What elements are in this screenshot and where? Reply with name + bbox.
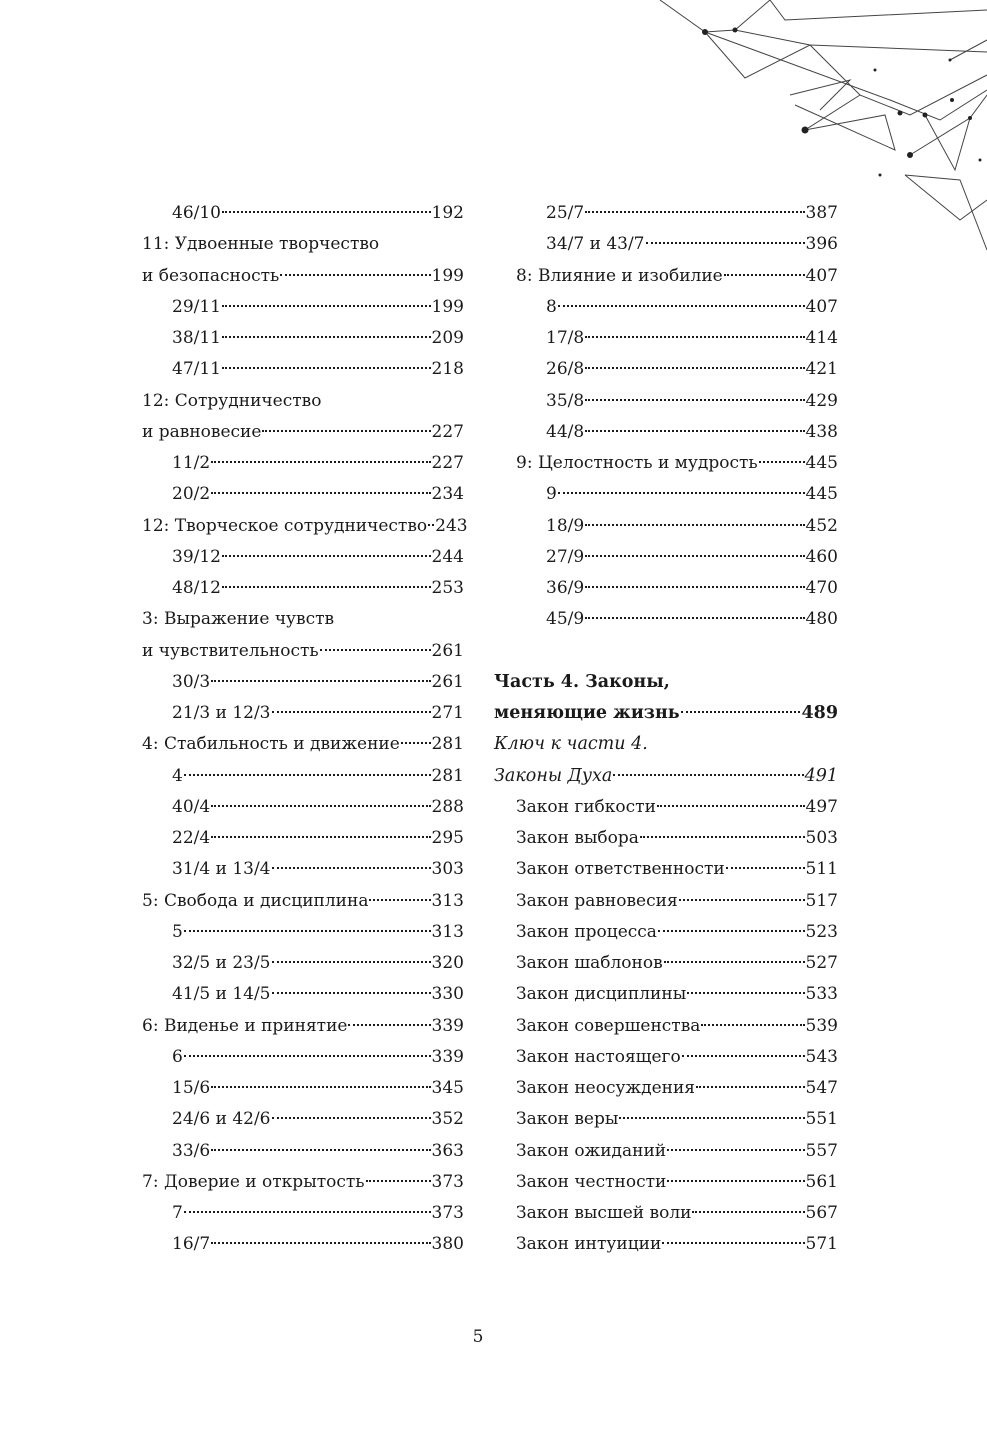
toc-entry-page: 199 <box>431 296 464 317</box>
toc-entry-title: 9: Целостность и мудрость <box>516 453 758 473</box>
toc-entry[interactable] <box>494 417 838 448</box>
toc-entry-title: 3: Выражение чувств <box>142 609 335 630</box>
dot-leader <box>667 1180 804 1182</box>
dot-leader <box>401 742 431 744</box>
dot-leader <box>272 711 431 713</box>
toc-entry-page: 192 <box>431 203 464 223</box>
dot-leader <box>640 836 805 838</box>
toc-entry[interactable] <box>494 1229 838 1260</box>
toc-entry[interactable] <box>494 448 838 479</box>
toc-entry-title: Закон совершенства <box>516 1015 701 1036</box>
toc-entry-page: 523 <box>805 921 838 942</box>
dot-leader <box>662 1242 804 1244</box>
toc-entry-title: 7 <box>172 1203 183 1223</box>
toc-entry[interactable] <box>494 386 838 417</box>
toc-entry[interactable] <box>494 729 838 760</box>
dot-leader <box>558 305 805 307</box>
toc-entry-title: 44/8 <box>546 421 585 442</box>
dot-leader <box>184 1211 431 1213</box>
dot-leader <box>726 867 805 869</box>
dot-leader <box>272 867 431 869</box>
toc-entry-title: 46/10 <box>172 203 221 223</box>
toc-entry[interactable] <box>494 761 838 792</box>
toc-entry-title: Закон равновесия <box>516 890 678 911</box>
toc-entry[interactable] <box>494 604 838 635</box>
toc-entry-title: 7: Доверие и открытость <box>142 1171 365 1192</box>
toc-entry[interactable] <box>494 261 838 292</box>
toc-entry-title: 40/4 <box>172 796 211 817</box>
toc-entry-title: 12: Творческое сотрудничество <box>142 515 428 536</box>
toc-entry[interactable] <box>142 604 464 635</box>
toc-entry-title: 29/11 <box>172 296 221 317</box>
dot-leader <box>222 367 431 369</box>
toc-entry-page: 452 <box>805 515 838 536</box>
toc-entry[interactable] <box>494 229 838 260</box>
toc-entry[interactable] <box>494 292 838 323</box>
dot-leader <box>585 586 804 588</box>
dot-leader <box>759 461 805 463</box>
toc-entry[interactable] <box>494 198 838 229</box>
toc-entry-title: 39/12 <box>172 546 221 567</box>
toc-entry[interactable] <box>142 448 464 479</box>
dot-leader <box>222 211 431 213</box>
toc-entry-title: Закон ожиданий <box>516 1140 667 1161</box>
dot-leader <box>667 1149 804 1151</box>
toc-entry-title: 8 <box>546 296 557 317</box>
toc-entry-page: 373 <box>431 1203 464 1223</box>
toc-entry[interactable] <box>142 542 464 573</box>
dot-leader <box>585 336 804 338</box>
toc-entry[interactable] <box>494 573 838 604</box>
toc-entry[interactable] <box>142 573 464 604</box>
toc-entry-page: 533 <box>805 984 838 1005</box>
toc-entry-title: 45/9 <box>546 609 585 630</box>
toc-entry[interactable] <box>142 979 464 1010</box>
dot-leader <box>211 1242 430 1244</box>
toc-entry-page: 281 <box>431 734 464 755</box>
toc-entry-title: 5 <box>172 921 183 942</box>
dot-leader <box>184 774 431 776</box>
toc-entry[interactable] <box>142 511 468 542</box>
toc-entry[interactable] <box>142 386 464 417</box>
toc-entry-title: меняющие жизнь <box>494 703 680 723</box>
toc-entry-title: 24/6 и 42/6 <box>172 1109 271 1130</box>
toc-entry[interactable] <box>142 698 464 729</box>
toc-entry[interactable] <box>142 917 464 948</box>
toc-entry[interactable] <box>494 1073 838 1104</box>
toc-entry-title: 48/12 <box>172 578 221 598</box>
dot-leader <box>211 836 430 838</box>
toc-entry-page: 557 <box>805 1140 838 1161</box>
toc-entry-title: Часть 4. Законы, <box>494 671 670 692</box>
dot-leader <box>619 1117 804 1119</box>
toc-entry-page: 363 <box>431 1140 464 1161</box>
toc-entry-page: 218 <box>431 359 464 380</box>
toc-entry[interactable] <box>142 636 464 667</box>
toc-entry[interactable] <box>494 917 838 948</box>
dot-leader <box>222 586 431 588</box>
toc-entry-page: 339 <box>431 1015 464 1036</box>
toc-entry-page: 480 <box>805 609 838 630</box>
toc-entry-page: 543 <box>805 1046 838 1067</box>
toc-entry-page: 380 <box>431 1234 464 1255</box>
toc-left-column <box>142 198 468 1261</box>
toc-entry-title: 35/8 <box>546 390 585 411</box>
toc-entry[interactable] <box>494 511 838 542</box>
toc-entry-page: 445 <box>805 484 838 505</box>
toc-entry[interactable] <box>142 417 464 448</box>
toc-entry[interactable] <box>494 854 838 885</box>
toc-entry[interactable] <box>142 1073 464 1104</box>
toc-entry-title: Закон неосуждения <box>516 1078 696 1098</box>
toc-entry[interactable] <box>142 1042 464 1073</box>
toc-entry-page: 320 <box>431 953 464 973</box>
toc-entry[interactable] <box>494 823 838 854</box>
dot-leader <box>211 1086 430 1088</box>
dot-leader <box>679 899 805 901</box>
dot-leader <box>222 336 431 338</box>
dot-leader <box>428 524 434 526</box>
toc-entry[interactable] <box>494 698 838 729</box>
toc-entry-page: 491 <box>804 765 838 786</box>
dot-leader <box>657 805 805 807</box>
toc-entry[interactable] <box>494 979 838 1010</box>
toc-entry[interactable] <box>494 948 838 979</box>
toc-entry-title: Ключ к части 4. <box>494 734 648 755</box>
toc-entry-title: 27/9 <box>546 546 585 567</box>
toc-entry-page: 339 <box>431 1046 464 1067</box>
toc-entry[interactable] <box>142 1167 464 1198</box>
dot-leader <box>664 961 805 963</box>
toc-entry-title: 47/11 <box>172 359 221 380</box>
dot-leader <box>184 1055 431 1057</box>
toc-entry-title: 11/2 <box>172 453 211 473</box>
toc-entry-page: 511 <box>805 859 838 880</box>
toc-entry-page: 421 <box>805 359 838 380</box>
toc-entry[interactable] <box>494 886 838 917</box>
toc-entry-page: 470 <box>805 578 838 598</box>
dot-leader <box>262 430 430 432</box>
toc-entry-page: 303 <box>431 859 464 880</box>
toc-entry-page: 234 <box>431 484 464 505</box>
toc-entry[interactable] <box>494 1042 838 1073</box>
toc-entry[interactable] <box>142 667 464 698</box>
dot-leader <box>369 899 430 901</box>
dot-leader <box>280 274 430 276</box>
toc-entry[interactable] <box>142 354 464 385</box>
toc-entry-page: 330 <box>431 984 464 1005</box>
toc-entry-title: 32/5 и 23/5 <box>172 953 271 973</box>
toc-entry-page: 445 <box>805 453 838 473</box>
toc-entry[interactable] <box>142 1136 464 1167</box>
toc-entry[interactable] <box>494 1167 838 1198</box>
toc-entry-title: 25/7 <box>546 203 585 223</box>
dot-leader <box>585 617 804 619</box>
toc-entry[interactable] <box>142 854 464 885</box>
dot-leader <box>222 305 431 307</box>
toc-entry-page: 227 <box>431 453 464 473</box>
toc-right-column <box>494 198 838 1261</box>
dot-leader <box>585 367 804 369</box>
toc-entry-page: 261 <box>431 640 464 661</box>
dot-leader <box>320 649 431 651</box>
dot-leader <box>211 680 430 682</box>
toc-entry-title: 12: Сотрудничество <box>142 390 322 411</box>
toc-entry-title: и чувствительность <box>142 640 319 661</box>
toc-entry-title: 4: Стабильность и движение <box>142 734 400 755</box>
toc-entry-title: Закон гибкости <box>516 796 656 817</box>
dot-leader <box>724 274 805 276</box>
toc-entry-page: 497 <box>805 796 838 817</box>
page-number: 5 <box>472 1327 484 1347</box>
toc-entry-page: 547 <box>805 1078 838 1098</box>
toc-entry-title: Закон интуиции <box>516 1234 662 1255</box>
toc-entry-page: 227 <box>431 421 464 442</box>
toc-entry[interactable] <box>142 1198 464 1229</box>
toc-entry-title: Закон шаблонов <box>516 953 663 973</box>
dot-leader <box>585 211 804 213</box>
toc-entry[interactable] <box>494 792 838 823</box>
toc-entry-page: 209 <box>431 328 464 348</box>
toc-entry-page: 373 <box>431 1171 464 1192</box>
toc-entry-title: 31/4 и 13/4 <box>172 859 271 880</box>
toc-entry-title: 36/9 <box>546 578 585 598</box>
dot-leader <box>272 1117 431 1119</box>
toc-entry-page: 243 <box>435 515 468 536</box>
dot-leader <box>681 711 801 713</box>
toc-entry[interactable] <box>142 198 464 229</box>
toc-entry[interactable] <box>494 354 838 385</box>
toc-entry-title: 17/8 <box>546 328 585 348</box>
toc-entry-title: 21/3 и 12/3 <box>172 703 271 723</box>
toc-entry[interactable] <box>494 542 838 573</box>
toc-entry-page: 567 <box>805 1203 838 1223</box>
dot-leader <box>682 1055 805 1057</box>
toc-entry[interactable] <box>142 1229 464 1260</box>
toc-entry-page: 551 <box>805 1109 838 1130</box>
toc-entry[interactable] <box>142 479 464 510</box>
toc-entry-page: 517 <box>805 890 838 911</box>
toc-entry-page: 387 <box>805 203 838 223</box>
toc-entry[interactable] <box>142 823 464 854</box>
toc-entry-page: 407 <box>805 296 838 317</box>
toc-entry-title: 8: Влияние и изобилие <box>516 265 723 286</box>
dot-leader <box>366 1180 431 1182</box>
toc-entry-title: Закон ответственности <box>516 859 725 880</box>
toc-entry-page: 345 <box>431 1078 464 1098</box>
toc-entry-title: и безопасность <box>142 265 280 286</box>
toc-entry-title: 15/6 <box>172 1078 211 1098</box>
toc-entry-title: 18/9 <box>546 515 585 536</box>
toc-entry[interactable] <box>142 792 464 823</box>
toc-entry-title: 26/8 <box>546 359 585 380</box>
dot-leader <box>211 461 430 463</box>
dot-leader <box>658 930 805 932</box>
dot-leader <box>696 1086 805 1088</box>
dot-leader <box>211 492 430 494</box>
dot-leader <box>184 930 431 932</box>
toc-entry-page: 489 <box>801 703 838 723</box>
toc-entry-page: 313 <box>431 921 464 942</box>
dot-leader <box>701 1024 804 1026</box>
toc-entry-title: Закон честности <box>516 1171 667 1192</box>
toc-entry-page: 414 <box>805 328 838 348</box>
toc-entry[interactable] <box>494 323 838 354</box>
toc-entry-page: 460 <box>805 546 838 567</box>
dot-leader <box>272 961 431 963</box>
toc-entry-title: 38/11 <box>172 328 221 348</box>
toc-entry-page: 438 <box>805 421 838 442</box>
toc-entry-page: 503 <box>805 828 838 848</box>
toc-entry-page: 527 <box>805 953 838 973</box>
toc-entry-page: 407 <box>805 265 838 286</box>
toc-entry[interactable] <box>494 1136 838 1167</box>
toc-entry-page: 396 <box>805 234 838 255</box>
toc-entry-title: Законы Духа <box>494 765 613 786</box>
toc-entry-page: 261 <box>431 671 464 692</box>
dot-leader <box>348 1024 430 1026</box>
dot-leader <box>558 492 805 494</box>
toc-entry[interactable] <box>494 1011 838 1042</box>
toc-entry-title: Закон дисциплины <box>516 984 687 1005</box>
toc-entry[interactable] <box>142 761 464 792</box>
toc-entry[interactable] <box>142 261 464 292</box>
toc-entry-title: 41/5 и 14/5 <box>172 984 271 1005</box>
dot-leader <box>211 1149 430 1151</box>
toc-entry-title: Закон процесса <box>516 921 657 942</box>
toc-entry-title: 9 <box>546 484 557 505</box>
toc-entry-page: 253 <box>431 578 464 598</box>
section-gap <box>494 636 838 667</box>
dot-leader <box>692 1211 804 1213</box>
toc-entry[interactable] <box>494 1198 838 1229</box>
toc-entry-page: 288 <box>431 796 464 817</box>
toc-entry-title: Закон выбора <box>516 828 639 848</box>
toc-entry-page: 295 <box>431 828 464 848</box>
toc-entry-title: 34/7 и 43/7 <box>546 234 645 255</box>
toc-entry-title: Закон веры <box>516 1109 619 1130</box>
toc-entry-page: 571 <box>805 1234 838 1255</box>
toc-entry-page: 313 <box>431 890 464 911</box>
toc-entry-page: 561 <box>805 1171 838 1192</box>
toc-entry[interactable] <box>142 886 464 917</box>
toc-entry[interactable] <box>142 948 464 979</box>
toc-entry-title: Закон настоящего <box>516 1046 681 1067</box>
dot-leader <box>585 430 804 432</box>
toc-entry[interactable] <box>494 1104 838 1135</box>
toc-entry-title: 20/2 <box>172 484 211 505</box>
toc-entry-page: 352 <box>431 1109 464 1130</box>
toc-entry-title: 22/4 <box>172 828 211 848</box>
toc-entry-title: 6 <box>172 1046 183 1067</box>
dot-leader <box>613 774 803 776</box>
toc-entry-title: 5: Свобода и дисциплина <box>142 890 369 911</box>
toc-entry-page: 271 <box>431 703 464 723</box>
toc-entry-page: 539 <box>805 1015 838 1036</box>
dot-leader <box>585 399 804 401</box>
toc-entry[interactable] <box>142 229 464 260</box>
toc-entry-title: 16/7 <box>172 1234 211 1255</box>
toc-entry-title: 6: Виденье и принятие <box>142 1015 348 1036</box>
dot-leader <box>272 992 431 994</box>
toc-entry-title: 30/3 <box>172 671 211 692</box>
toc-entry[interactable] <box>494 479 838 510</box>
toc-entry[interactable] <box>142 323 464 354</box>
dot-leader <box>646 242 805 244</box>
dot-leader <box>222 555 431 557</box>
toc-entry[interactable] <box>494 667 838 698</box>
toc-entry[interactable] <box>142 1104 464 1135</box>
toc-entry[interactable] <box>142 1011 464 1042</box>
dot-leader <box>585 555 804 557</box>
toc-entry-page: 244 <box>431 546 464 567</box>
toc-entry-title: 11: Удвоенные творчество <box>142 234 380 255</box>
toc-entry[interactable] <box>142 292 464 323</box>
dot-leader <box>585 524 804 526</box>
toc-entry-title: Закон высшей воли <box>516 1203 692 1223</box>
toc-entry-title: 33/6 <box>172 1140 211 1161</box>
toc-entry-page: 429 <box>805 390 838 411</box>
toc-entry[interactable] <box>142 729 464 760</box>
toc-entry-page: 199 <box>431 265 464 286</box>
toc-entry-title: и равновесие <box>142 421 262 442</box>
toc-entry-title: 4 <box>172 765 183 786</box>
dot-leader <box>687 992 804 994</box>
dot-leader <box>211 805 430 807</box>
toc-entry-page: 281 <box>431 765 464 786</box>
